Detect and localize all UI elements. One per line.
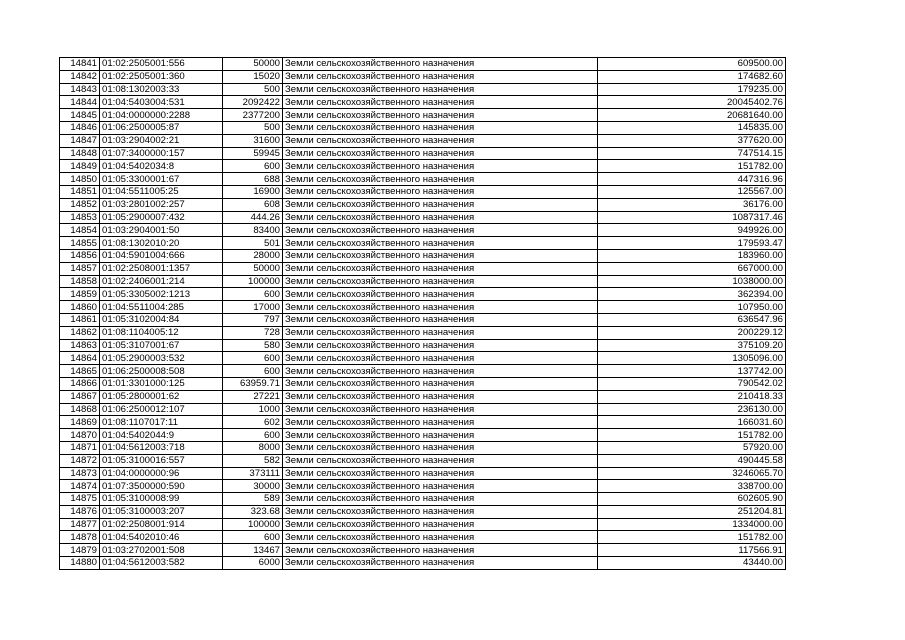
row-number-cell: 14857	[60, 262, 100, 275]
cadastral-number-cell: 01:05:3300001:67	[100, 173, 223, 186]
cadastral-number-cell: 01:02:2508001:1357	[100, 262, 223, 275]
cadastral-value-cell: 145835.00	[598, 121, 786, 134]
cadastral-number-cell: 01:06:2500008:508	[100, 365, 223, 378]
cadastral-value-cell: 447316.96	[598, 173, 786, 186]
land-category-cell: Земли сельскохозяйственного назначения	[283, 121, 598, 134]
table-row	[60, 377, 786, 390]
cadastral-value-cell: 1087317.46	[598, 211, 786, 224]
table-row	[60, 441, 786, 454]
cadastral-number-cell: 01:04:5511004:285	[100, 301, 223, 314]
land-category-cell: Земли сельскохозяйственного назначения	[283, 441, 598, 454]
table-row	[60, 198, 786, 211]
row-number-cell: 14864	[60, 352, 100, 365]
area-cell: 15020	[223, 70, 283, 83]
land-category-cell: Земли сельскохозяйственного назначения	[283, 416, 598, 429]
land-category-cell: Земли сельскохозяйственного назначения	[283, 557, 598, 570]
table-row	[60, 288, 786, 301]
land-category-cell: Земли сельскохозяйственного назначения	[283, 544, 598, 557]
cadastral-value-cell: 20045402.76	[598, 96, 786, 109]
table-row	[60, 518, 786, 531]
cadastral-number-cell: 01:06:2500012:107	[100, 403, 223, 416]
row-number-cell: 14867	[60, 390, 100, 403]
area-cell: 373111	[223, 467, 283, 480]
cadastral-value-cell: 137742.00	[598, 365, 786, 378]
table-row	[60, 160, 786, 173]
table-row	[60, 147, 786, 160]
cadastral-value-cell: 36176.00	[598, 198, 786, 211]
land-category-cell: Земли сельскохозяйственного назначения	[283, 134, 598, 147]
land-category-cell: Земли сельскохозяйственного назначения	[283, 160, 598, 173]
land-category-cell: Земли сельскохозяйственного назначения	[283, 339, 598, 352]
area-cell: 728	[223, 326, 283, 339]
row-number-cell: 14850	[60, 173, 100, 186]
row-number-cell: 14879	[60, 544, 100, 557]
area-cell: 600	[223, 352, 283, 365]
row-number-cell: 14842	[60, 70, 100, 83]
land-category-cell: Земли сельскохозяйственного назначения	[283, 262, 598, 275]
row-number-cell: 14862	[60, 326, 100, 339]
cadastral-number-cell: 01:07:3500000:590	[100, 480, 223, 493]
cadastral-number-cell: 01:04:0000000:2288	[100, 109, 223, 122]
row-number-cell: 14849	[60, 160, 100, 173]
table-row	[60, 70, 786, 83]
row-number-cell: 14858	[60, 275, 100, 288]
land-category-cell: Земли сельскохозяйственного назначения	[283, 403, 598, 416]
table-row	[60, 467, 786, 480]
area-cell: 602	[223, 416, 283, 429]
row-number-cell: 14878	[60, 531, 100, 544]
area-cell: 501	[223, 237, 283, 250]
cadastral-number-cell: 01:04:5402010:46	[100, 531, 223, 544]
cadastral-value-cell: 174682.60	[598, 70, 786, 83]
row-number-cell: 14852	[60, 198, 100, 211]
land-category-cell: Земли сельскохозяйственного назначения	[283, 58, 598, 71]
cadastral-number-cell: 01:04:5511005:25	[100, 185, 223, 198]
row-number-cell: 14870	[60, 429, 100, 442]
cadastral-number-cell: 01:08:1302003:33	[100, 83, 223, 96]
table-row	[60, 429, 786, 442]
table-row	[60, 173, 786, 186]
cadastral-value-cell: 151782.00	[598, 160, 786, 173]
cadastral-value-cell: 20681640.00	[598, 109, 786, 122]
row-number-cell: 14860	[60, 301, 100, 314]
cadastral-value-cell: 210418.33	[598, 390, 786, 403]
land-category-cell: Земли сельскохозяйственного назначения	[283, 237, 598, 250]
table-row	[60, 134, 786, 147]
land-category-cell: Земли сельскохозяйственного назначения	[283, 505, 598, 518]
cadastral-number-cell: 01:05:3107001:67	[100, 339, 223, 352]
land-category-cell: Земли сельскохозяйственного назначения	[283, 531, 598, 544]
table-row	[60, 96, 786, 109]
land-category-cell: Земли сельскохозяйственного назначения	[283, 224, 598, 237]
table-row	[60, 557, 786, 570]
area-cell: 688	[223, 173, 283, 186]
row-number-cell: 14868	[60, 403, 100, 416]
row-number-cell: 14859	[60, 288, 100, 301]
area-cell: 600	[223, 531, 283, 544]
cadastral-value-cell: 1038000.00	[598, 275, 786, 288]
land-category-cell: Земли сельскохозяйственного назначения	[283, 390, 598, 403]
cadastral-value-cell: 667000.00	[598, 262, 786, 275]
area-cell: 83400	[223, 224, 283, 237]
row-number-cell: 14880	[60, 557, 100, 570]
cadastral-value-cell: 179593.47	[598, 237, 786, 250]
area-cell: 17000	[223, 301, 283, 314]
row-number-cell: 14873	[60, 467, 100, 480]
land-category-cell: Земли сельскохозяйственного назначения	[283, 313, 598, 326]
table-row	[60, 109, 786, 122]
area-cell: 600	[223, 429, 283, 442]
table-row	[60, 416, 786, 429]
row-number-cell: 14843	[60, 83, 100, 96]
cadastral-value-cell: 790542.02	[598, 377, 786, 390]
cadastral-value-cell: 179235.00	[598, 83, 786, 96]
land-category-cell: Земли сельскохозяйственного назначения	[283, 326, 598, 339]
table-row	[60, 403, 786, 416]
area-cell: 8000	[223, 441, 283, 454]
land-category-cell: Земли сельскохозяйственного назначения	[283, 493, 598, 506]
table-row	[60, 211, 786, 224]
cadastral-number-cell: 01:05:3305002:1213	[100, 288, 223, 301]
cadastral-value-cell: 57920.00	[598, 441, 786, 454]
cadastral-value-cell: 377620.00	[598, 134, 786, 147]
cadastral-number-cell: 01:02:2508001:914	[100, 518, 223, 531]
row-number-cell: 14856	[60, 249, 100, 262]
area-cell: 797	[223, 313, 283, 326]
cadastral-number-cell: 01:04:5901004:666	[100, 249, 223, 262]
table-row	[60, 505, 786, 518]
row-number-cell: 14848	[60, 147, 100, 160]
table-row	[60, 531, 786, 544]
cadastral-value-cell: 602605.90	[598, 493, 786, 506]
table-row	[60, 262, 786, 275]
area-cell: 580	[223, 339, 283, 352]
cadastral-value-cell: 1334000.00	[598, 518, 786, 531]
cadastral-number-cell: 01:05:3100003:207	[100, 505, 223, 518]
cadastral-number-cell: 01:02:2406001:214	[100, 275, 223, 288]
cadastral-value-cell: 949926.00	[598, 224, 786, 237]
land-category-cell: Земли сельскохозяйственного назначения	[283, 365, 598, 378]
area-cell: 13467	[223, 544, 283, 557]
area-cell: 28000	[223, 249, 283, 262]
area-cell: 6000	[223, 557, 283, 570]
cadastral-value-cell: 107950.00	[598, 301, 786, 314]
row-number-cell: 14861	[60, 313, 100, 326]
cadastral-value-cell: 609500.00	[598, 58, 786, 71]
cadastral-number-cell: 01:04:5402034:8	[100, 160, 223, 173]
table-row	[60, 390, 786, 403]
table-row	[60, 83, 786, 96]
cadastral-value-cell: 151782.00	[598, 531, 786, 544]
table-row	[60, 185, 786, 198]
row-number-cell: 14869	[60, 416, 100, 429]
land-category-cell: Земли сельскохозяйственного назначения	[283, 352, 598, 365]
cadastral-number-cell: 01:03:2801002:257	[100, 198, 223, 211]
row-number-cell: 14853	[60, 211, 100, 224]
table-row	[60, 121, 786, 134]
table-row	[60, 544, 786, 557]
cadastral-value-cell: 1305096.00	[598, 352, 786, 365]
row-number-cell: 14876	[60, 505, 100, 518]
area-cell: 600	[223, 288, 283, 301]
area-cell: 16900	[223, 185, 283, 198]
table-row	[60, 224, 786, 237]
land-category-cell: Земли сельскохозяйственного назначения	[283, 147, 598, 160]
area-cell: 100000	[223, 275, 283, 288]
cadastral-number-cell: 01:04:5403004:531	[100, 96, 223, 109]
cadastral-value-cell: 166031.60	[598, 416, 786, 429]
cadastral-number-cell: 01:05:2900003:532	[100, 352, 223, 365]
cadastral-number-cell: 01:01:3301000:125	[100, 377, 223, 390]
cadastral-value-cell: 125567.00	[598, 185, 786, 198]
land-registry-table	[59, 57, 786, 570]
cadastral-number-cell: 01:02:2505001:556	[100, 58, 223, 71]
table-row	[60, 339, 786, 352]
land-category-cell: Земли сельскохозяйственного назначения	[283, 518, 598, 531]
cadastral-number-cell: 01:08:1107017:11	[100, 416, 223, 429]
cadastral-number-cell: 01:08:1302010:20	[100, 237, 223, 250]
land-category-cell: Земли сельскохозяйственного назначения	[283, 377, 598, 390]
land-category-cell: Земли сельскохозяйственного назначения	[283, 109, 598, 122]
land-category-cell: Земли сельскохозяйственного назначения	[283, 70, 598, 83]
row-number-cell: 14874	[60, 480, 100, 493]
area-cell: 500	[223, 121, 283, 134]
cadastral-number-cell: 01:08:1104005:12	[100, 326, 223, 339]
area-cell: 30000	[223, 480, 283, 493]
area-cell: 59945	[223, 147, 283, 160]
cadastral-number-cell: 01:02:2505001:360	[100, 70, 223, 83]
row-number-cell: 14855	[60, 237, 100, 250]
cadastral-value-cell: 183960.00	[598, 249, 786, 262]
area-cell: 1000	[223, 403, 283, 416]
cadastral-number-cell: 01:04:5612003:582	[100, 557, 223, 570]
table-row	[60, 249, 786, 262]
row-number-cell: 14847	[60, 134, 100, 147]
land-category-cell: Земли сельскохозяйственного назначения	[283, 429, 598, 442]
row-number-cell: 14865	[60, 365, 100, 378]
land-category-cell: Земли сельскохозяйственного назначения	[283, 96, 598, 109]
table-row	[60, 365, 786, 378]
cadastral-value-cell: 636547.96	[598, 313, 786, 326]
cadastral-value-cell: 251204.81	[598, 505, 786, 518]
row-number-cell: 14854	[60, 224, 100, 237]
area-cell: 50000	[223, 262, 283, 275]
cadastral-number-cell: 01:05:3100008:99	[100, 493, 223, 506]
row-number-cell: 14877	[60, 518, 100, 531]
cadastral-number-cell: 01:04:5402044:9	[100, 429, 223, 442]
table-row	[60, 493, 786, 506]
land-category-cell: Земли сельскохозяйственного назначения	[283, 454, 598, 467]
cadastral-value-cell: 151782.00	[598, 429, 786, 442]
land-category-cell: Земли сельскохозяйственного назначения	[283, 467, 598, 480]
land-category-cell: Земли сельскохозяйственного назначения	[283, 198, 598, 211]
area-cell: 2092422	[223, 96, 283, 109]
row-number-cell: 14844	[60, 96, 100, 109]
area-cell: 63959.71	[223, 377, 283, 390]
area-cell: 500	[223, 83, 283, 96]
cadastral-value-cell: 3246065.70	[598, 467, 786, 480]
area-cell: 582	[223, 454, 283, 467]
cadastral-number-cell: 01:03:2702001:508	[100, 544, 223, 557]
cadastral-value-cell: 117566.91	[598, 544, 786, 557]
cadastral-value-cell: 747514.15	[598, 147, 786, 160]
land-category-cell: Земли сельскохозяйственного назначения	[283, 301, 598, 314]
land-category-cell: Земли сельскохозяйственного назначения	[283, 185, 598, 198]
table-row	[60, 301, 786, 314]
area-cell: 444.26	[223, 211, 283, 224]
cadastral-value-cell: 236130.00	[598, 403, 786, 416]
row-number-cell: 14872	[60, 454, 100, 467]
cadastral-value-cell: 338700.00	[598, 480, 786, 493]
area-cell: 100000	[223, 518, 283, 531]
area-cell: 600	[223, 365, 283, 378]
row-number-cell: 14846	[60, 121, 100, 134]
area-cell: 31600	[223, 134, 283, 147]
cadastral-value-cell: 43440.00	[598, 557, 786, 570]
area-cell: 50000	[223, 58, 283, 71]
land-category-cell: Земли сельскохозяйственного назначения	[283, 288, 598, 301]
row-number-cell: 14851	[60, 185, 100, 198]
table-row	[60, 237, 786, 250]
cadastral-value-cell: 490445.58	[598, 454, 786, 467]
row-number-cell: 14863	[60, 339, 100, 352]
cadastral-number-cell: 01:07:3400000:157	[100, 147, 223, 160]
area-cell: 600	[223, 160, 283, 173]
area-cell: 323.68	[223, 505, 283, 518]
table-row	[60, 454, 786, 467]
land-category-cell: Земли сельскохозяйственного назначения	[283, 249, 598, 262]
land-category-cell: Земли сельскохозяйственного назначения	[283, 83, 598, 96]
area-cell: 608	[223, 198, 283, 211]
row-number-cell: 14841	[60, 58, 100, 71]
table-row	[60, 58, 786, 71]
land-category-cell: Земли сельскохозяйственного назначения	[283, 211, 598, 224]
cadastral-value-cell: 362394.00	[598, 288, 786, 301]
table-row	[60, 480, 786, 493]
table-body	[60, 58, 786, 570]
land-category-cell: Земли сельскохозяйственного назначения	[283, 173, 598, 186]
land-category-cell: Земли сельскохозяйственного назначения	[283, 275, 598, 288]
cadastral-number-cell: 01:03:2904001:50	[100, 224, 223, 237]
area-cell: 2377200	[223, 109, 283, 122]
cadastral-number-cell: 01:06:2500005:87	[100, 121, 223, 134]
table-row	[60, 326, 786, 339]
cadastral-number-cell: 01:05:2900007:432	[100, 211, 223, 224]
cadastral-number-cell: 01:04:5612003:718	[100, 441, 223, 454]
land-category-cell: Земли сельскохозяйственного назначения	[283, 480, 598, 493]
cadastral-number-cell: 01:05:3100016:557	[100, 454, 223, 467]
table-row	[60, 313, 786, 326]
cadastral-number-cell: 01:04:0000000:96	[100, 467, 223, 480]
table-row	[60, 275, 786, 288]
row-number-cell: 14845	[60, 109, 100, 122]
row-number-cell: 14875	[60, 493, 100, 506]
cadastral-number-cell: 01:05:2800001:62	[100, 390, 223, 403]
area-cell: 27221	[223, 390, 283, 403]
cadastral-value-cell: 375109.20	[598, 339, 786, 352]
area-cell: 589	[223, 493, 283, 506]
cadastral-number-cell: 01:05:3102004:84	[100, 313, 223, 326]
table-row	[60, 352, 786, 365]
cadastral-value-cell: 200229.12	[598, 326, 786, 339]
row-number-cell: 14871	[60, 441, 100, 454]
row-number-cell: 14866	[60, 377, 100, 390]
cadastral-number-cell: 01:03:2904002:21	[100, 134, 223, 147]
